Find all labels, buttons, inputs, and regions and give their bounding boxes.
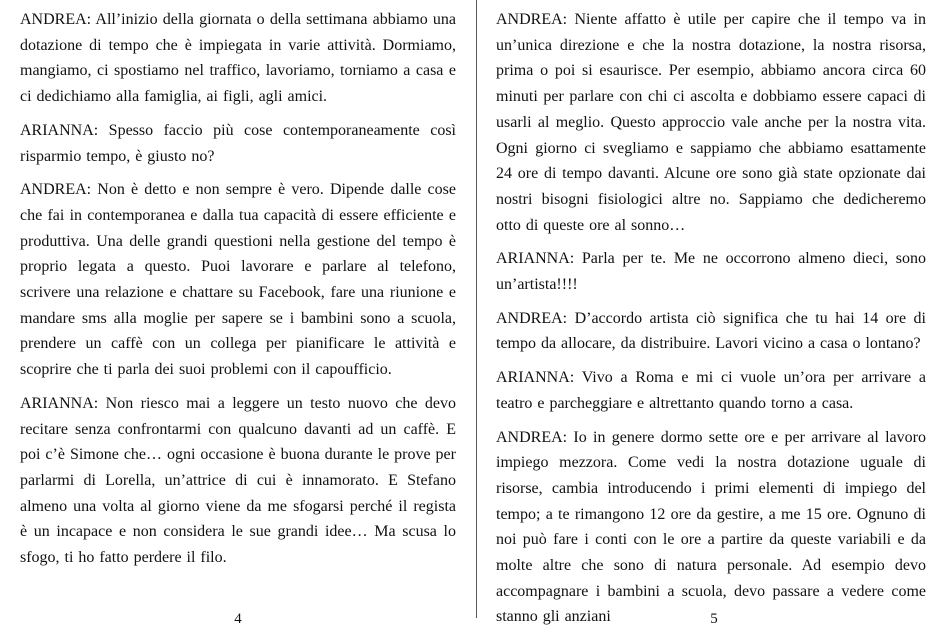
paragraph: ARIANNA: Vivo a Roma e mi ci vuole un’ora per arrivare a teatro e parcheggiare e altrettanto quando torno a casa. — [496, 369, 926, 412]
page-left-content — [20, 7, 456, 571]
page-number: 4 — [234, 611, 242, 627]
paragraph: ANDREA: D’accordo artista ciò significa che tu hai 14 ore di tempo da allocare, da distribuire. Lavori vicino a casa o lontano? — [496, 309, 926, 353]
paragraph: ANDREA: All’inizio della giornata o della settimana abbiamo una dotazione di tempo che è impiegata in varie attività. Dormiamo, mangiamo, ci spostiamo nel traffico, lavoriamo, torniamo a casa e ci dedichiamo alla famiglia, ai figli, agli amici. — [20, 11, 456, 106]
paragraph: ANDREA: Io in genere dormo sette ore e per arrivare al lavoro impiego mezzora. Come vedi la nostra dotazione uguale di risorse, cambia introducendo i primi elementi di impiego del tempo; a te rimangono 12 ore da gestire, a me 15 ore. Ognuno di noi può fare i conti con le ore a partire da queste variabili e da molte altre che sono di natura personale. Ad esempio devo accompagnare i bambini a scuola, devo passare a vedere come stanno gli anziani — [496, 428, 926, 626]
page-right — [477, 0, 951, 627]
paragraph: ARIANNA: Spesso faccio più cose contemporaneamente così risparmio tempo, è giusto no? — [20, 121, 456, 165]
paragraph: ARIANNA: Parla per te. Me ne occorrono almeno dieci, sono un’artista!!!! — [496, 250, 926, 294]
paragraph: ANDREA: Non è detto e non sempre è vero. Dipende dalle cose che fai in contemporanea e dalla tua capacità di essere efficiente e produttiva. Una delle grandi questioni nella gestione del tempo è proprio legata a questo. Puoi lavorare e parlare al telefono, scrivere una relazione e chattare su Facebook, fare una riunione e mandare sms alla moglie per sapere se i bambini sono a scuola, prendere un caffè con un collega per pianificare le attività e scoprire che ti parla dei suoi problemi con il capoufficio. — [20, 181, 456, 379]
page-left — [0, 0, 476, 627]
page-right-content — [496, 7, 926, 630]
page-number: 5 — [710, 611, 718, 627]
paragraph: ANDREA: Niente affatto è utile per capire che il tempo va in un’unica direzione e che la nostra dotazione, la nostra risorsa, prima o poi si esaurisce. Per esempio, abbiamo ancora circa 60 minuti per parlare con chi ci ascolta e dobbiamo essere capaci di usarli al meglio. Questo approccio vale anche per la nostra vita. Ogni giorno ci svegliamo e sappiamo che abbiamo esattamente 24 ore di tempo davanti. Alcune ore sono già state opzionate dai nostri bisogni fisiologici altre no. Sappiamo che dedicheremo otto di queste ore al sonno… — [496, 11, 926, 234]
paragraph: ARIANNA: Non riesco mai a leggere un testo nuovo che devo recitare senza confrontarmi con qualcuno davanti ad un caffè. E poi c’è Simone che… ogni occasione è buona durante le prove per parlarmi di Lorella, un’attrice di cui è innamorato. E Stefano almeno una volta al giorno viene da me sfogarsi perché il regista è un incapace e non considera le sue grandi idee… Ma scusa lo sfogo, ti ho fatto perdere il filo. — [20, 394, 456, 567]
